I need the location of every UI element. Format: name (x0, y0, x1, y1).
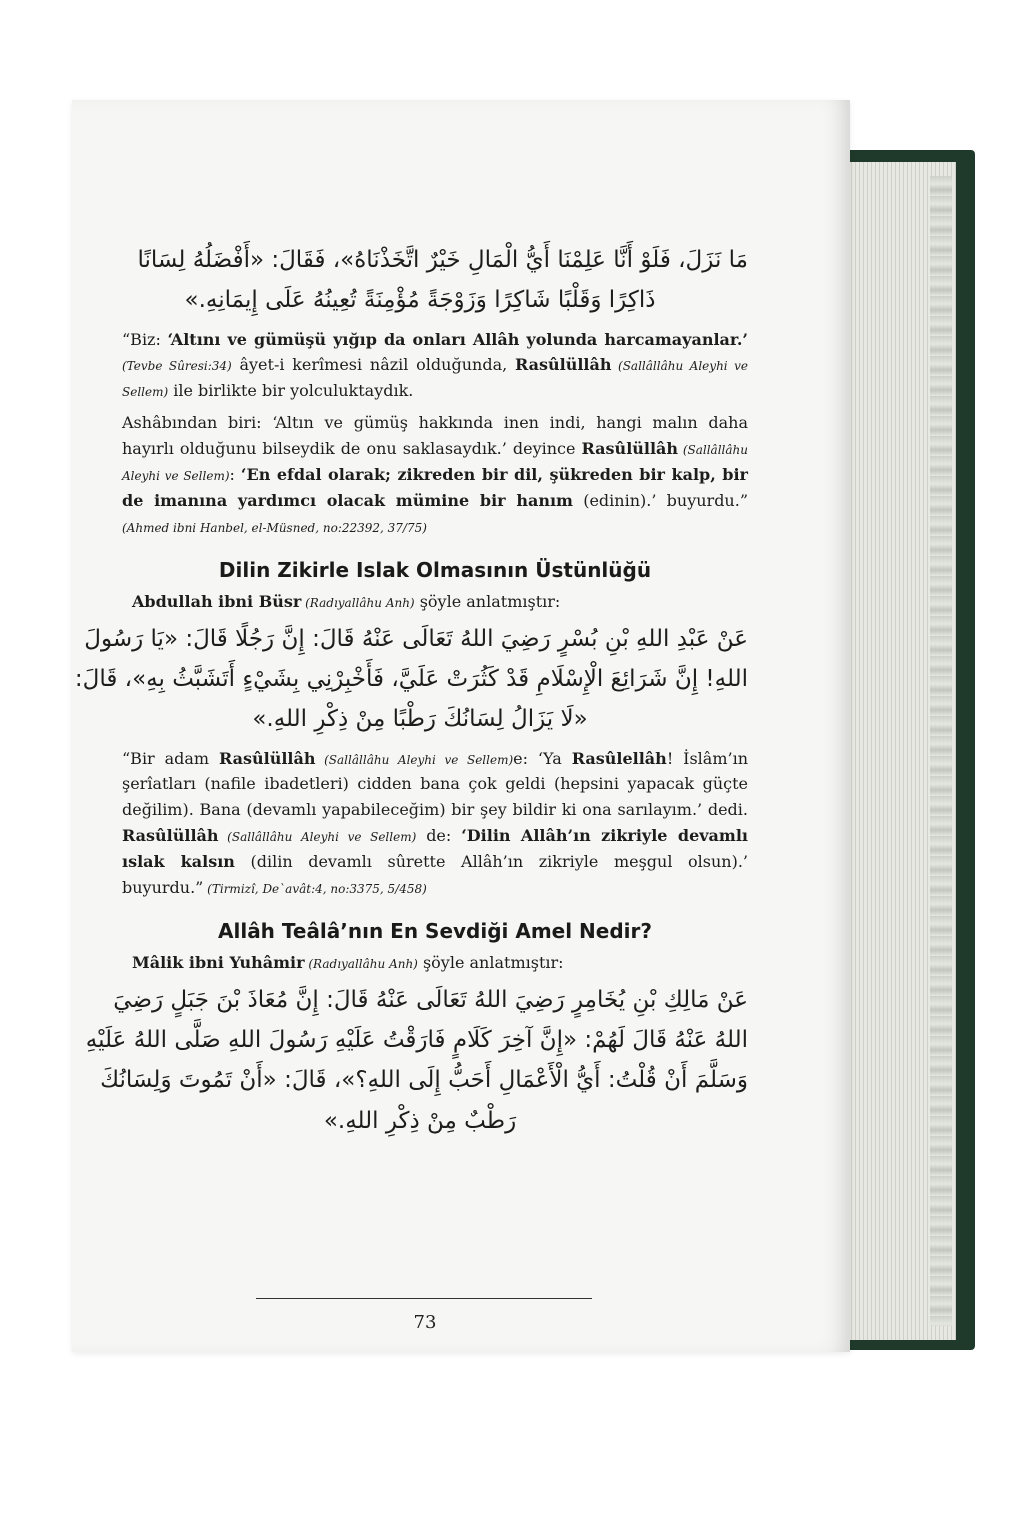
bold-text: Rasûlüllâh (514, 355, 612, 375)
citation: (Tirmizî, De`avât:4, no:3375, 5/458) (203, 882, 427, 897)
narrator-name: Mâlik ibni Yuhâmir (132, 952, 305, 972)
text: e: ‘Ya (513, 748, 572, 768)
translation-paragraph (122, 410, 748, 540)
bold-text: Rasûlüllâh (122, 826, 219, 846)
arabic-line: ذَاكِرًا وَقَلْبًا شَاكِرًا وَزَوْجَةً مُؤْمِنَةً تُعِينُهُ عَلَى إِيمَانِهِ.» (184, 287, 656, 314)
bold-text: ‘Altını ve gümüşü yığıp da onları Allâh yolunda harcamayanlar.’ (167, 329, 749, 349)
text: şöyle anlatmıştır: (414, 591, 561, 611)
arabic-line: عَنْ مَالِكِ بْنِ يُخَامِرٍ رَضِيَ اللهُ تَعَالَى عَنْهُ قَالَ: إِنَّ مُعَاذَ بْنَ جَبَلٍ رَضِيَ (113, 986, 748, 1013)
text: âyet-i kerîmesi nâzil olduğunda, (231, 355, 515, 375)
arabic-line: رَطْبٌ مِنْ ذِكْرِ اللهِ.» (323, 1107, 517, 1134)
narrator-name: Abdullah ibni Büsr (132, 591, 302, 611)
text: ! İslâm’ın şerîatları (nafile ibadetleri) cidden bana çok geldi (hepsini yapacak güçte değilim). Bana (devamlı yapabileceğim) bir şey bildir ki ona sarılayım.’ dedi. (122, 748, 748, 820)
honorific: (Sallâllâhu Aleyhi ve Sellem) (122, 359, 749, 400)
gilded-page-edge (930, 176, 952, 1326)
text: (dilin devamlı sûrette Allâh’ın zikriyle meşgul olsun).’ buyurdu.” (122, 852, 749, 898)
bold-text: ‘Dilin Allâh’ın zikriyle devamlı ıslak kalsın (122, 826, 748, 872)
section-heading: Allâh Teâlâ’nın En Sevdiği Amel Nedir? (218, 918, 652, 943)
citation: (Tevbe Sûresi:34) (122, 359, 232, 374)
arabic-line: اللهُ عَنْهُ قَالَ لَهُمْ: «إِنَّ آخِرَ كَلَامٍ فَارَقْتُ عَلَيْهِ رَسُولَ اللهِ صَلَّى اللهُ عَلَيْهِ (85, 1027, 748, 1054)
honorific: (Sallâllâhu Aleyhi ve Sellem) (122, 443, 748, 484)
text: de: (416, 826, 462, 846)
section-heading: Dilin Zikirle Islak Olmasının Üstünlüğü (218, 557, 652, 582)
text: “Bir adam (122, 748, 219, 768)
arabic-line: «لَا يَزَالُ لِسَانُكَ رَطْبًا مِنْ ذِكْرِ اللهِ.» (252, 706, 588, 733)
bold-text: Rasûlüllâh (218, 748, 316, 768)
arabic-line: اللهِ! إِنَّ شَرَائِعَ الْإِسْلَامِ قَدْ كَثُرَتْ عَلَيَّ، فَأَخْبِرْنِي بِشَيْءٍ أَتَشَبَّثُ بِهِ»، قَالَ: (74, 666, 748, 692)
footer-rule (256, 1298, 592, 1299)
arabic-line: عَنْ عَبْدِ اللهِ بْنِ بُسْرٍ رَضِيَ اللهُ تَعَالَى عَنْهُ قَالَ: إِنَّ رَجُلًا قَالَ: «يَا رَسُولَ (84, 625, 748, 652)
text: şöyle anlatmıştır: (417, 952, 564, 972)
arabic-line: مَا نَزَلَ، فَلَوْ أَنَّا عَلِمْنَا أَيُّ الْمَالِ خَيْرٌ اتَّخَذْنَاهُ»، فَقَالَ: «أَفْضَلُهُ لِسَانًا (137, 247, 748, 273)
arabic-text-block-3 (85, 980, 748, 1141)
text: “Biz: (122, 329, 168, 349)
bold-text: Rasûlüllâh (581, 439, 679, 459)
narrator-intro (132, 953, 748, 972)
text: ile birlikte bir yolculuktaydık. (168, 381, 414, 401)
text: (edinin).’ buyurdu.” (572, 490, 748, 510)
honorific: (Sallâllâhu Aleyhi ve Sellem) (218, 830, 417, 845)
citation: (Ahmed ibni Hanbel, el-Müsned, no:22392, 37/75) (122, 520, 427, 535)
text: Ashâbından biri: ‘Altın ve gümüş hakkında inen indi, hangi malın daha hayırlı olduğunu bilseydik de onu saklasaydık.’ deyince (122, 413, 748, 459)
page-content (74, 240, 749, 1147)
translation-paragraph (122, 327, 748, 405)
bold-text: Rasûlellâh (571, 748, 667, 768)
arabic-text-block-1 (122, 240, 748, 321)
page-number: 73 (413, 1312, 437, 1333)
translation-paragraph (122, 746, 748, 901)
narrator-intro (132, 592, 748, 611)
honorific: (Radıyallâhu Anh) (304, 956, 418, 971)
arabic-line: وَسَلَّمَ أَنْ قُلْتُ: أَيُّ الْأَعْمَالِ أَحَبُّ إِلَى اللهِ؟»، قَالَ: «أَنْ تَمُوتَ وَلِسَانُكَ (100, 1067, 748, 1094)
bold-text: ‘En efdal olarak; zikreden bir dil, şükreden bir kalp, bir de imanına yardımcı olacak mümine bir hanım (122, 465, 748, 510)
arabic-text-block-2 (74, 619, 748, 740)
honorific: (Sallâllâhu Aleyhi ve Sellem) (315, 752, 514, 767)
text: : (229, 465, 241, 485)
honorific: (Radıyallâhu Anh) (301, 595, 415, 610)
